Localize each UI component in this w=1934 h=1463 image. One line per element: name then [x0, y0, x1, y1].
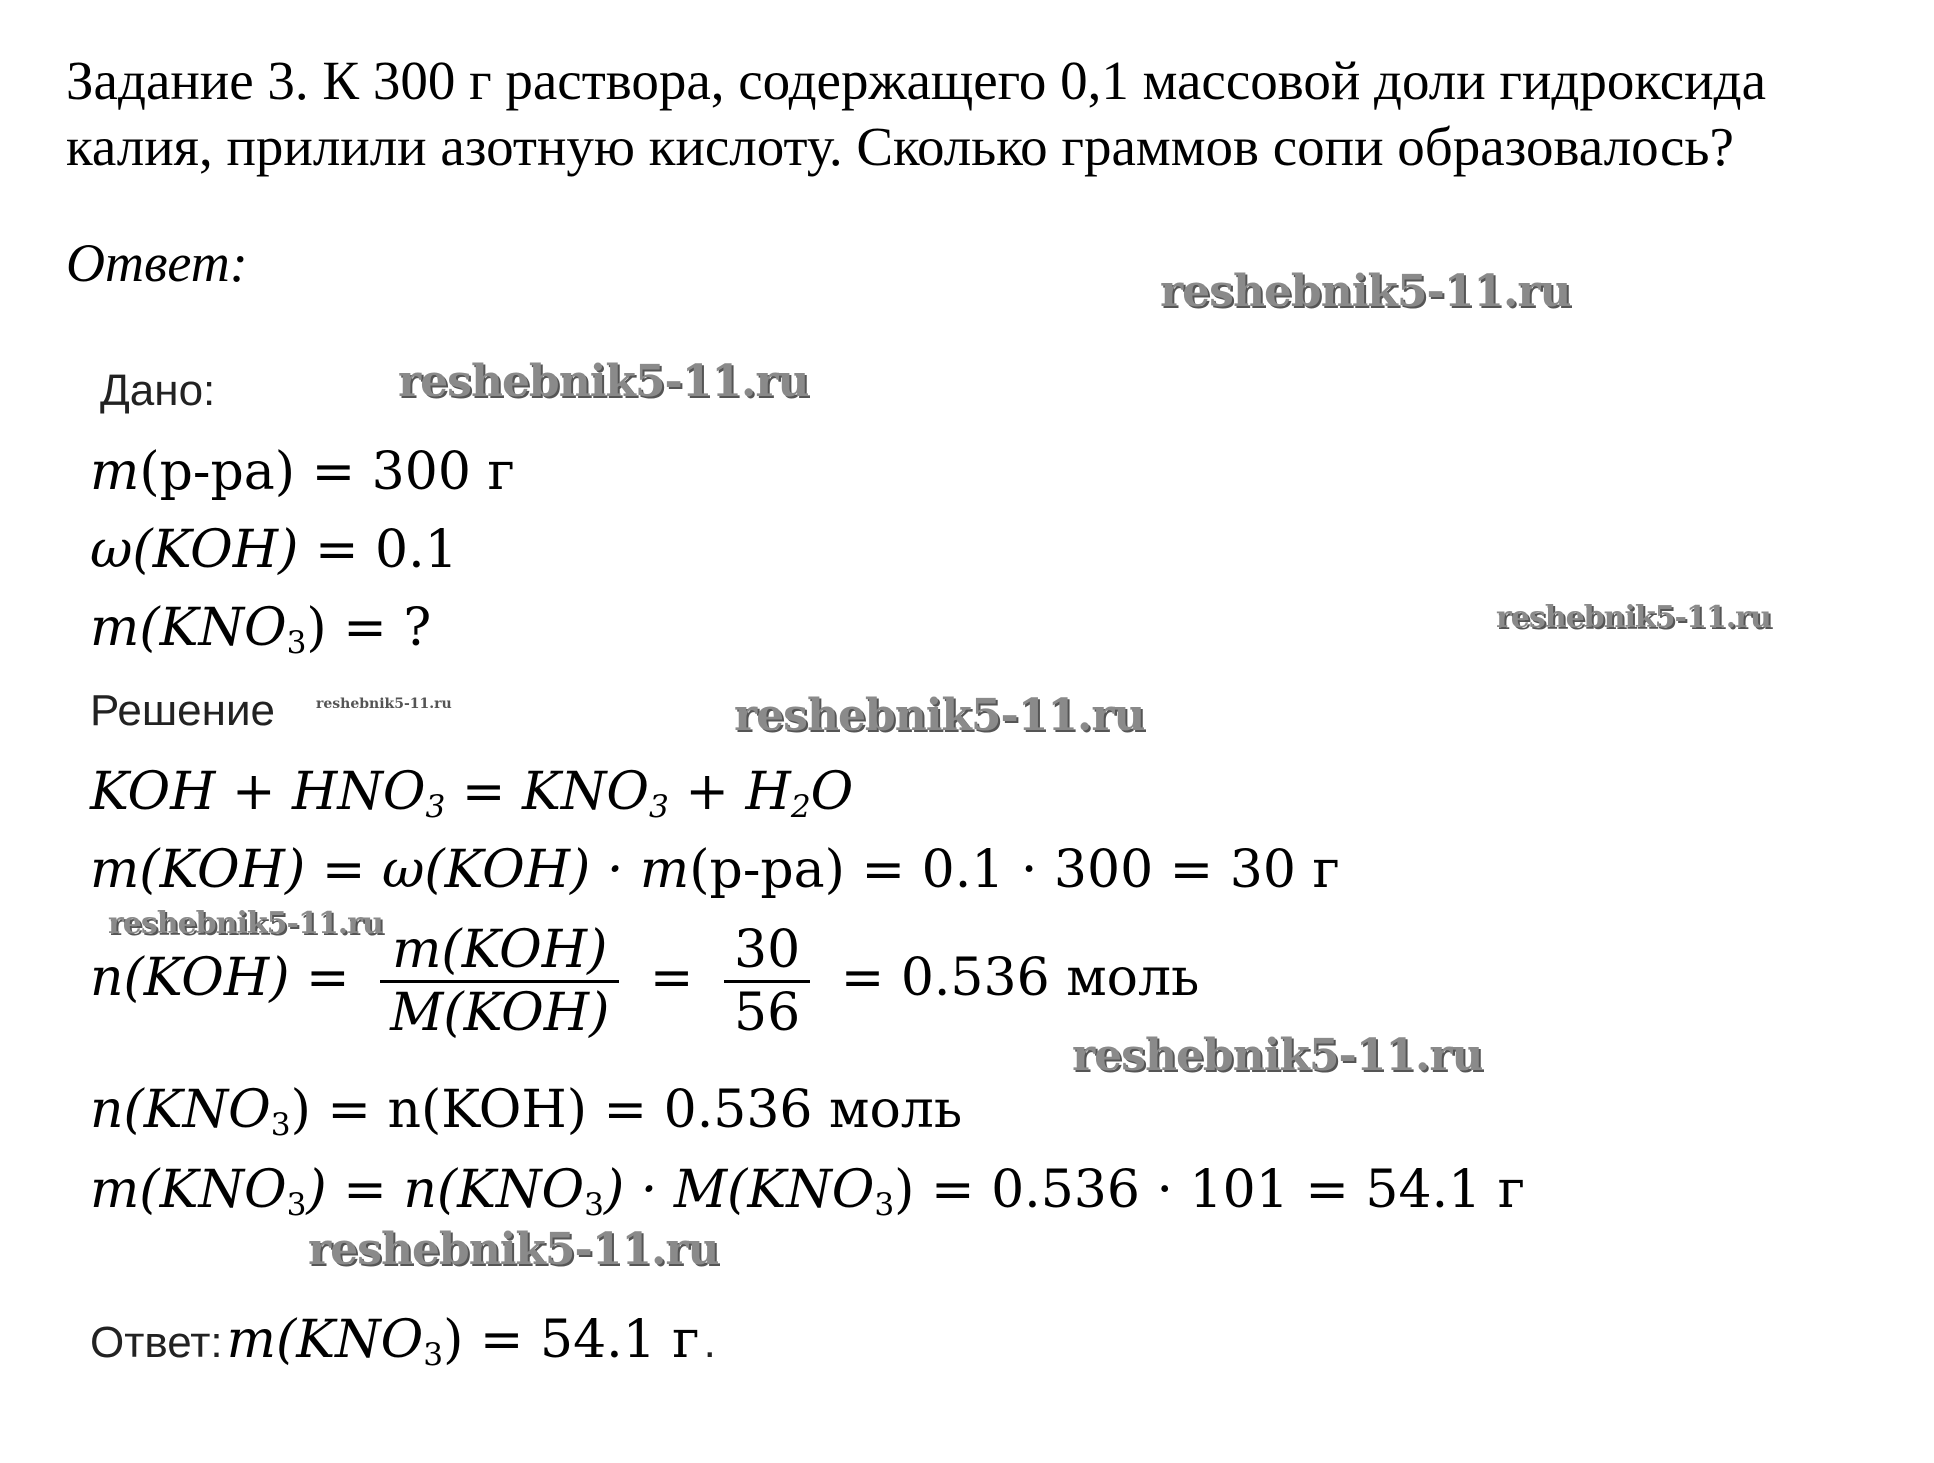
rhs: = 0.1 [314, 520, 458, 580]
fraction-denominator: M(KOH) [390, 983, 610, 1043]
answer-heading: Ответ: [66, 233, 248, 293]
final-dot: . [703, 1318, 716, 1367]
calc-part: = 0.1 · 300 = 30 г [844, 840, 1340, 900]
given-solution-mass [90, 442, 515, 502]
mass-koh-calc [90, 840, 1340, 900]
eq-part: = KNO [445, 762, 649, 822]
calc-part: ) = n(KOH) = 0.536 моль [290, 1080, 963, 1140]
calc-sub: 3 [584, 1186, 604, 1223]
moles-kno3-calc [90, 1080, 962, 1143]
symbol-m: m [90, 598, 140, 658]
subscript: 3 [286, 624, 307, 661]
reaction-equation [90, 762, 853, 825]
eq-sub: 2 [790, 788, 811, 825]
fraction-values [724, 920, 810, 1043]
eq-part: + H [668, 762, 791, 822]
rhs: = ? [343, 598, 432, 658]
watermark: reshebnik5-11.ru [1496, 600, 1771, 635]
final-answer-label: Ответ: [90, 1318, 223, 1367]
calc-sub: 3 [286, 1186, 307, 1223]
eq-part: O [810, 762, 854, 822]
arg: (KOH) [132, 520, 299, 580]
rhs: = 300 г [311, 442, 515, 502]
arg: (KNO [139, 598, 287, 658]
calc-part: ) · M(KNO [603, 1160, 875, 1220]
watermark: reshebnik5-11.ru [108, 906, 383, 941]
arg-close: ) [306, 598, 327, 658]
calc-part: (р-ра) [689, 840, 845, 900]
calc-sub: 3 [874, 1186, 895, 1223]
calc-part: m(KNO [90, 1160, 287, 1220]
calc-part: n(KNO [90, 1080, 271, 1140]
task-statement: Задание 3. К 300 г раствора, содержащего 0,1 массовой доли гидроксида калия, прилили азотную кислоту. Сколько граммов сопи образовалось? [66, 50, 1766, 177]
equals: = [649, 948, 694, 1008]
calc-sub: 3 [270, 1106, 291, 1143]
given-mass-fraction [90, 520, 458, 580]
symbol-m: m [90, 442, 140, 502]
calc-part: ) = n(KNO [306, 1160, 585, 1220]
final-answer-value [226, 1310, 700, 1373]
final-part: ) = 54.1 г [443, 1310, 700, 1370]
watermark: reshebnik5-11.ru [308, 1224, 719, 1275]
watermark: reshebnik5-11.ru [1160, 266, 1571, 317]
calc-part: m(KOH) = ω(KOH) · m [90, 840, 690, 900]
fraction-numerator: m(KOH) [380, 920, 619, 983]
eq-sub: 3 [425, 788, 446, 825]
eq-part: KOH + HNO [90, 762, 426, 822]
final-answer [90, 1310, 716, 1373]
mass-kno3-calc [90, 1160, 1525, 1223]
arg: (р-ра) [139, 442, 296, 502]
solution-label: Решение [90, 686, 276, 735]
fraction-numerator: 30 [724, 920, 810, 983]
given-unknown [90, 598, 431, 661]
eq-sub: 3 [649, 788, 669, 825]
fraction-mass-molar [380, 920, 619, 1043]
final-sub: 3 [423, 1336, 444, 1373]
given-label: Дано: [100, 366, 216, 415]
calc-part: ) = 0.536 · 101 = 54.1 г [894, 1160, 1525, 1220]
final-part: m(KNO [226, 1310, 424, 1370]
watermark: reshebnik5-11.ru [734, 690, 1145, 741]
calc-rhs: = 0.536 моль [840, 948, 1200, 1008]
symbol-omega: ω [90, 520, 133, 580]
fraction-denominator: 56 [734, 983, 801, 1043]
calc-lhs: n(KOH) = [90, 948, 350, 1008]
watermark: reshebnik5-11.ru [1072, 1030, 1483, 1081]
watermark: reshebnik5-11.ru [398, 356, 809, 407]
watermark: reshebnik5-11.ru [316, 696, 452, 712]
